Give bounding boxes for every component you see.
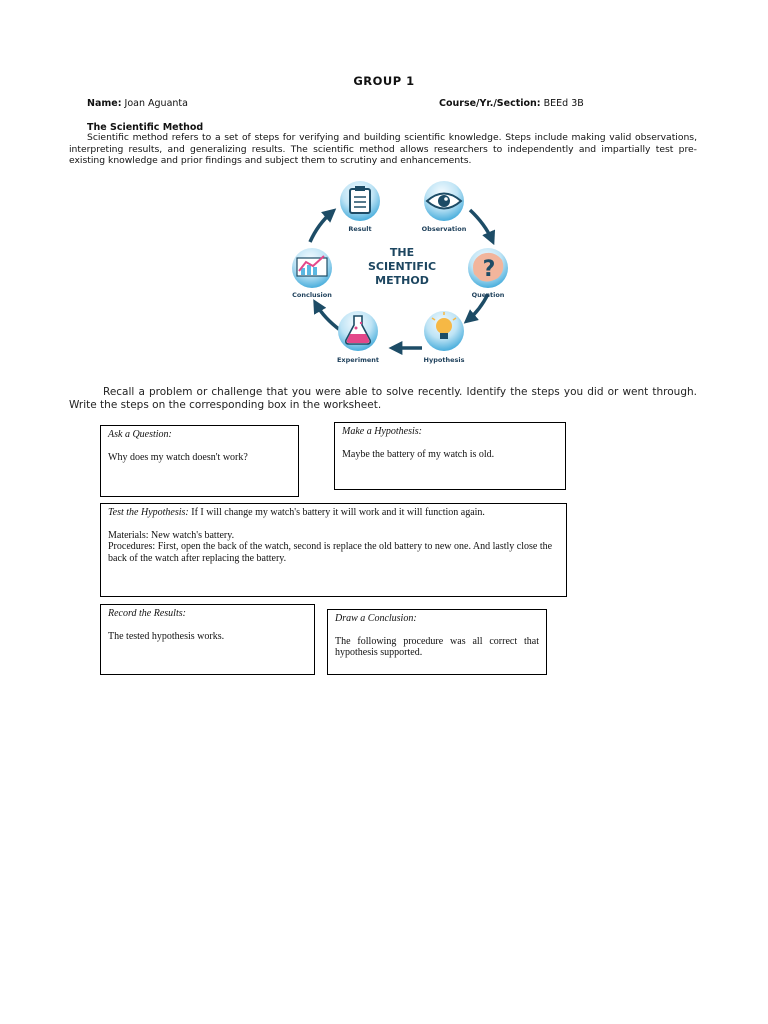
clipboard-icon: [350, 189, 370, 213]
test-hypothesis-label: Test the Hypothesis:: [108, 507, 189, 518]
step-label-conclusion: Conclusion: [292, 291, 332, 299]
center-title-line3: METHOD: [375, 274, 429, 287]
center-title-line1: THE: [389, 246, 415, 259]
test-hypothesis-line: [108, 507, 559, 519]
arrow-conclusion-to-result: [310, 212, 332, 242]
ask-question-text: Why does my watch doesn't work?: [108, 451, 248, 463]
test-hypothesis-box[interactable]: [100, 503, 567, 597]
question-mark-icon: ?: [482, 257, 496, 282]
arrow-experiment-to-conclusion: [316, 304, 340, 330]
test-procedures: Procedures: First, open the back of the watch, second is replace the old battery to new one. And lastly close the back of the watch after replacing the battery.: [108, 541, 553, 564]
name-label: Name:: [87, 98, 122, 109]
page-title: GROUP 1: [353, 74, 415, 88]
ask-question-box[interactable]: [100, 425, 299, 497]
step-label-observation: Observation: [421, 225, 467, 233]
arrow-observation-to-question: [470, 210, 492, 240]
make-hypothesis-label: Make a Hypothesis:: [342, 426, 422, 437]
course-value: BEEd 3B: [543, 98, 584, 109]
section-title: The Scientific Method: [87, 122, 204, 133]
ask-question-label: Ask a Question:: [108, 429, 172, 440]
test-materials: Materials: New watch's battery.: [108, 529, 235, 541]
step-question: [468, 248, 508, 299]
record-results-text: The tested hypothesis works.: [108, 630, 225, 642]
course-row: [439, 98, 584, 109]
name-value: Joan Aguanta: [124, 98, 188, 109]
draw-conclusion-box[interactable]: [327, 609, 547, 675]
step-label-hypothesis: Hypothesis: [423, 356, 465, 364]
name-row: [87, 98, 188, 109]
step-label-experiment: Experiment: [336, 356, 380, 364]
step-hypothesis: [424, 311, 465, 364]
record-results-label: Record the Results:: [108, 608, 186, 619]
center-title-line2: SCIENTIFIC: [367, 260, 437, 273]
step-label-question: Question: [471, 291, 505, 299]
step-result: [340, 181, 380, 233]
make-hypothesis-text: Maybe the battery of my watch is old.: [342, 448, 495, 460]
step-observation: [422, 181, 467, 233]
diagram-center-title: [368, 246, 436, 287]
worksheet-prompt: Recall a problem or challenge that you were able to solve recently. Identify the steps you did or went through. Write the steps on the corresponding box in the worksheet.: [69, 386, 697, 411]
lightbulb-icon: [436, 318, 452, 334]
scientific-method-diagram: [280, 176, 520, 372]
intro-paragraph: Scientific method refers to a set of steps for verifying and building scientific knowledge. Steps include making valid observations, interpreting results, and generalizing results. The scientific method allows researchers to independently and impartially test pre-existing knowledge and prior findings and subject them to scrutiny and enhancements.: [69, 132, 697, 166]
draw-conclusion-text: The following procedure was all correct that hypothesis supported.: [335, 635, 539, 658]
step-experiment: [337, 311, 379, 364]
test-hypothesis-statement: If I will change my watch's battery it will work and it will function again.: [191, 507, 485, 518]
step-conclusion: [292, 248, 332, 299]
make-hypothesis-box[interactable]: [334, 422, 566, 490]
draw-conclusion-label: Draw a Conclusion:: [335, 613, 417, 624]
course-label: Course/Yr./Section:: [439, 98, 541, 109]
record-results-box[interactable]: [100, 604, 315, 675]
step-label-result: Result: [348, 225, 372, 233]
